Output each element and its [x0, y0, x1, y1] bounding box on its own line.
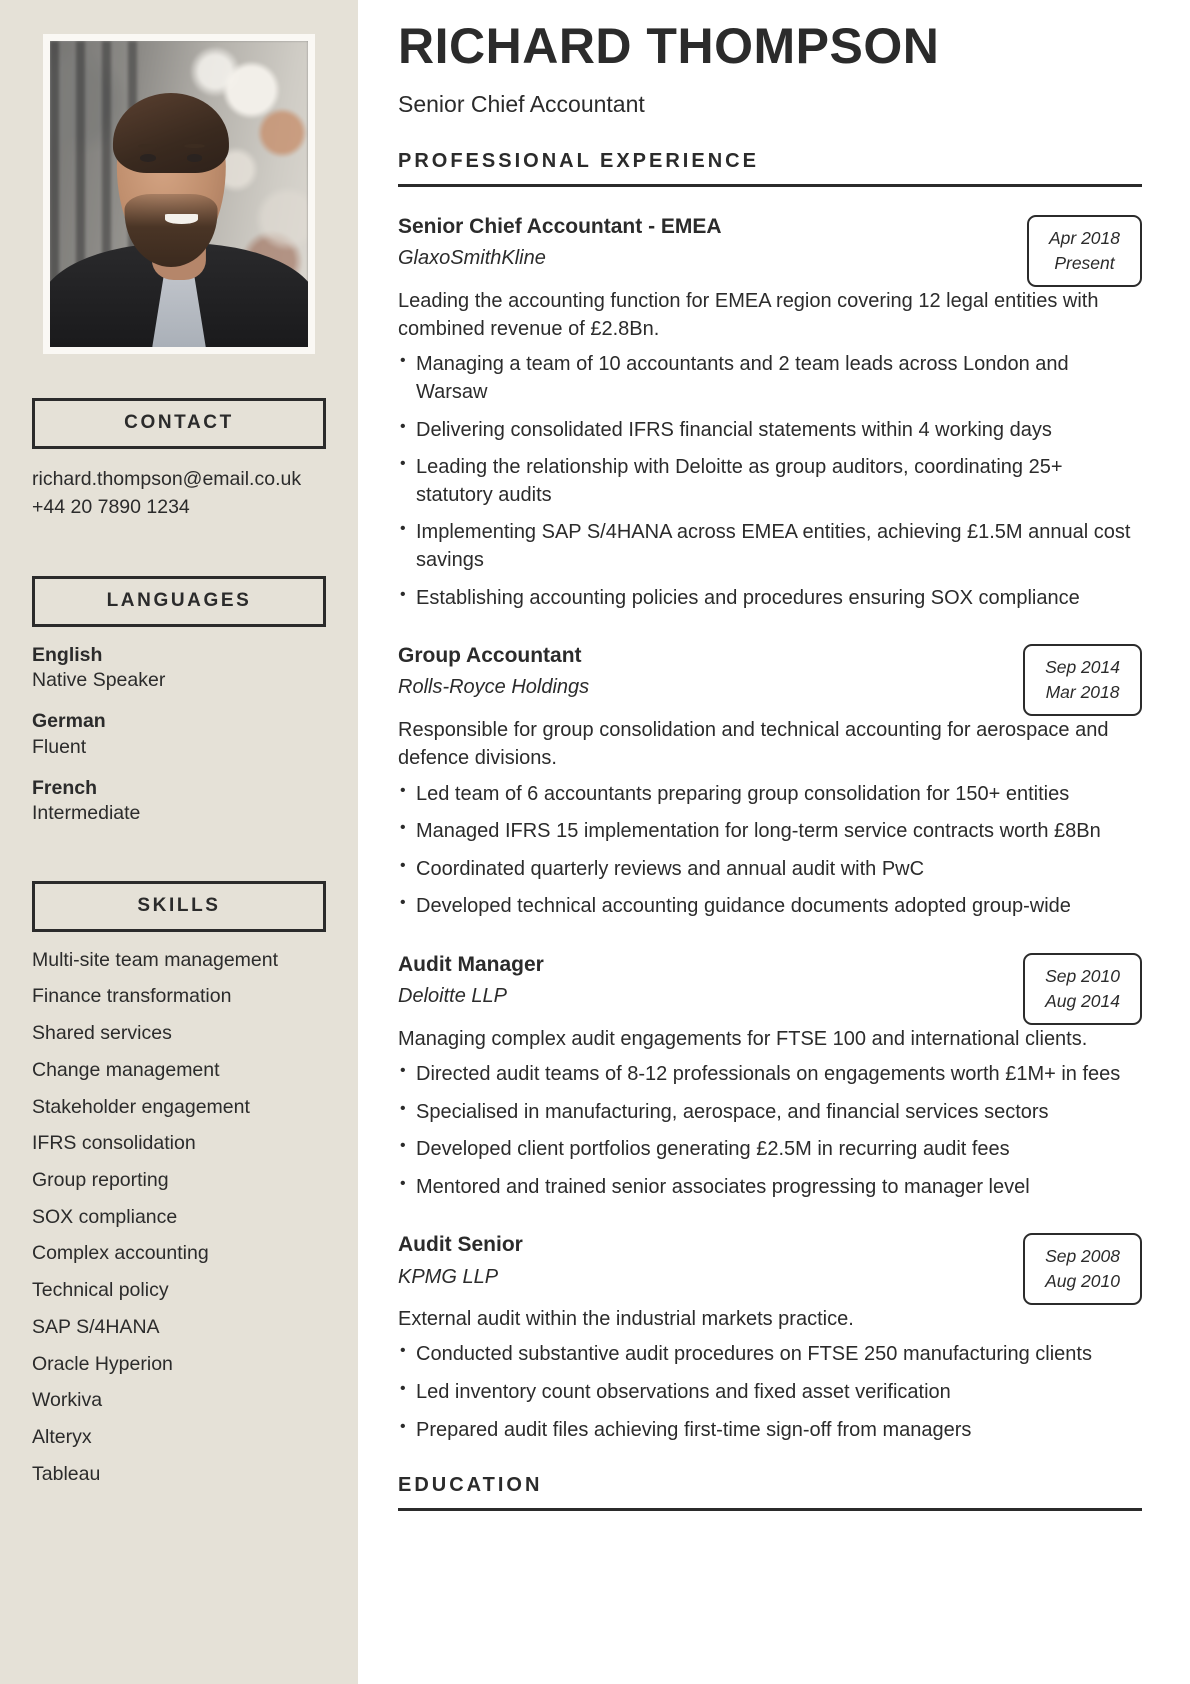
job-subtitle: Senior Chief Accountant: [398, 91, 645, 117]
skill-item: SOX compliance: [32, 1205, 178, 1228]
profile-photo-frame: [43, 34, 315, 354]
skill-item: Finance transformation: [32, 985, 232, 1008]
section-heading-education: EDUCATION: [398, 1474, 1142, 1511]
experience-entry: [398, 642, 1142, 921]
skills-list: [32, 948, 326, 1488]
experience-bullet: • Mentored and trained senior associates progressing to manager level: [398, 1174, 1142, 1202]
experience-company: Rolls-Royce Holdings: [398, 676, 590, 699]
experience-date-end: Mar 2018: [1045, 681, 1120, 702]
experience-bullet: • Developed technical accounting guidance documents adopted group-wide: [398, 893, 1142, 921]
experience-date-end: Present: [1054, 252, 1115, 273]
skill-item: Complex accounting: [32, 1242, 209, 1265]
skills-heading: SKILLS: [32, 881, 326, 932]
experience-description: External audit within the industrial markets practice.: [398, 1308, 854, 1331]
experience-bullets: [398, 351, 1142, 612]
experience-bullet: • Establishing accounting policies and procedures ensuring SOX compliance: [398, 585, 1142, 613]
experience-bullet: • Coordinated quarterly reviews and annual audit with PwC: [398, 856, 1142, 884]
experience-entry: [398, 213, 1142, 612]
experience-date-start: Sep 2008: [1045, 1246, 1120, 1267]
experience-date-end: Aug 2010: [1045, 1271, 1120, 1292]
languages-heading: LANGUAGES: [32, 576, 326, 627]
experience-description: Managing complex audit engagements for FTSE 100 and international clients.: [398, 1027, 1088, 1050]
experience-bullet: • Managed IFRS 15 implementation for long-term service contracts worth £8Bn: [398, 818, 1142, 846]
experience-entry-header: [398, 642, 1142, 716]
experience-description: Leading the accounting function for EMEA region covering 12 legal entities with combined revenue of £2.8Bn.: [398, 289, 1099, 340]
skill-item: Technical policy: [32, 1279, 169, 1302]
experience-bullet: • Led team of 6 accountants preparing group consolidation for 150+ entities: [398, 781, 1142, 809]
experience-date-badge: [1027, 215, 1142, 287]
section-heading-experience: PROFESSIONAL EXPERIENCE: [398, 150, 1142, 187]
experience-bullet: • Delivering consolidated IFRS financial statements within 4 working days: [398, 417, 1142, 445]
experience-bullet: • Managing a team of 10 accountants and 2 team leads across London and Warsaw: [398, 351, 1142, 406]
experience-bullet: • Conducted substantive audit procedures on FTSE 250 manufacturing clients: [398, 1341, 1142, 1369]
page-title: RICHARD THOMPSON: [398, 18, 940, 74]
experience-title: Senior Chief Accountant - EMEA: [398, 214, 722, 238]
skill-item: Stakeholder engagement: [32, 1095, 250, 1118]
experience-date-badge: [1023, 1233, 1142, 1305]
experience-date-start: Sep 2014: [1045, 657, 1120, 678]
experience-entry-header: [398, 951, 1142, 1025]
experience-bullets: [398, 781, 1142, 921]
experience-bullet: • Directed audit teams of 8-12 professionals on engagements worth £1M+ in fees: [398, 1061, 1142, 1089]
experience-title: Audit Manager: [398, 952, 544, 976]
main-column: [358, 0, 1190, 1684]
experience-entry-left: [398, 1231, 1005, 1297]
experience-bullet: • Leading the relationship with Deloitte as group auditors, coordinating 25+ statutory audits: [398, 454, 1142, 509]
language-item: [32, 643, 326, 694]
experience-date-end: Aug 2014: [1045, 990, 1120, 1011]
experience-entry: [398, 1231, 1142, 1444]
language-level: Native Speaker: [32, 668, 166, 691]
experience-entry-left: [398, 951, 1005, 1017]
experience-bullets: [398, 1341, 1142, 1444]
experience-title: Group Accountant: [398, 644, 582, 668]
language-name: German: [32, 710, 106, 733]
skill-item: Oracle Hyperion: [32, 1352, 173, 1375]
language-name: French: [32, 776, 98, 799]
experience-bullet: • Developed client portfolios generating £2.5M in recurring audit fees: [398, 1136, 1142, 1164]
contact-phone[interactable]: +44 20 7890 1234: [32, 496, 190, 519]
skill-item: SAP S/4HANA: [32, 1315, 160, 1338]
experience-company: Deloitte LLP: [398, 985, 507, 1008]
language-level: Fluent: [32, 735, 87, 758]
photo-eye-right: [187, 154, 202, 161]
experience-entry-header: [398, 1231, 1142, 1305]
skill-item: Tableau: [32, 1462, 101, 1485]
photo-eye-left: [140, 154, 155, 161]
experience-bullet: • Led inventory count observations and fixed asset verification: [398, 1379, 1142, 1407]
skill-item: Alteryx: [32, 1426, 92, 1449]
languages-list: [32, 643, 326, 827]
skill-item: Group reporting: [32, 1169, 169, 1191]
contact-email[interactable]: richard.thompson@email.co.uk: [32, 468, 302, 490]
experience-date-start: Sep 2010: [1045, 965, 1120, 986]
experience-date-start: Apr 2018: [1048, 227, 1120, 248]
skill-item: Workiva: [32, 1389, 103, 1412]
language-name: English: [32, 643, 103, 666]
skill-item: Change management: [32, 1058, 220, 1081]
language-level: Intermediate: [32, 802, 141, 825]
experience-bullet: • Specialised in manufacturing, aerospace, and financial services sectors: [398, 1099, 1142, 1127]
sidebar: [0, 0, 358, 1684]
photo-smile: [165, 214, 199, 224]
experience-company: KPMG LLP: [398, 1265, 499, 1288]
spacer: [32, 827, 326, 881]
experience-entry-left: [398, 213, 1009, 279]
contact-heading: CONTACT: [32, 398, 326, 449]
skill-item: IFRS consolidation: [32, 1132, 196, 1155]
experience-bullet: • Implementing SAP S/4HANA across EMEA entities, achieving £1.5M annual cost savings: [398, 519, 1142, 574]
experience-entry-header: [398, 213, 1142, 287]
experience-date-badge: [1023, 644, 1142, 716]
experience-company: GlaxoSmithKline: [398, 247, 546, 270]
experience-bullet: • Prepared audit files achieving first-time sign-off from managers: [398, 1417, 1142, 1445]
skill-item: Shared services: [32, 1022, 172, 1045]
spacer: [32, 522, 326, 576]
profile-photo: [50, 41, 308, 347]
experience-entry-left: [398, 642, 1005, 708]
experience-date-badge: [1023, 953, 1142, 1025]
experience-entry: [398, 951, 1142, 1201]
experience-description: Responsible for group consolidation and technical accounting for aerospace and defence divisions.: [398, 718, 1109, 770]
language-item: [32, 776, 326, 827]
skill-item: Multi-site team management: [32, 948, 279, 971]
experience-bullets: [398, 1061, 1142, 1201]
language-item: [32, 709, 326, 760]
experience-title: Audit Senior: [398, 1233, 523, 1257]
